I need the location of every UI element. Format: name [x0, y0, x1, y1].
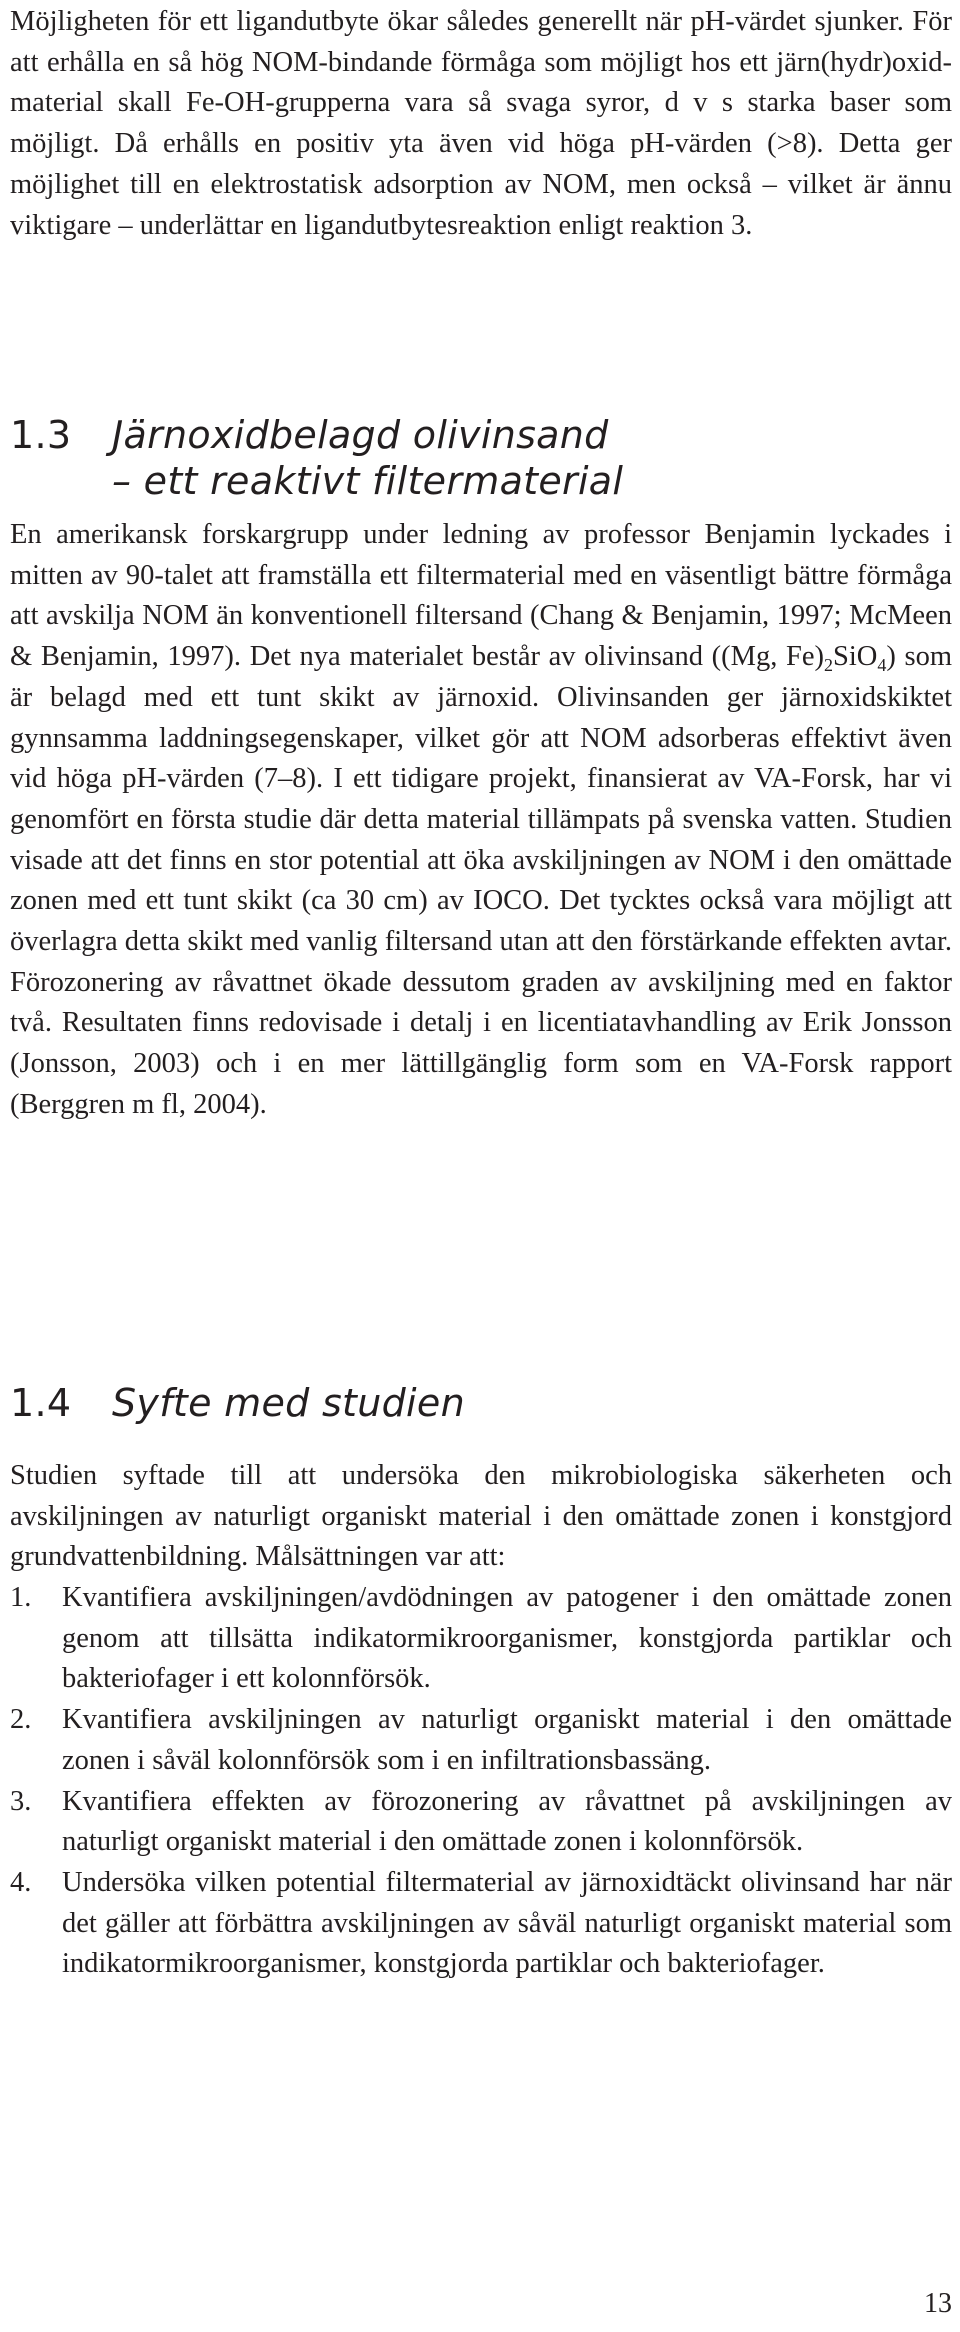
section-heading-1-4	[10, 1380, 465, 1426]
body-text: ) som är belagd med ett tunt skikt av järnoxid. Olivinsanden ger järnoxidskiktet gynnsamma laddningsegenskaper, vilket gör att NOM adsorberas effektivt även vid höga pH-värden (7–8). I ett tidigare projekt, finansierat av VA-Forsk, har vi genomfört en första studie där detta material tillämpats på svenska vatten. Studien visade att det finns en stor potential att öka avskiljningen av NOM i den omättade zonen med ett tunt skikt (ca 30 cm) av IOCO. Det tycktes också vara möjligt att överlagra detta skikt med vanlig filtersand utan att den förstärkande effekten avtar. Förozonering av råvattnet ökade dessutom graden av avskiljning med en faktor två. Resultaten finns redovisade i detalj i en licentiatavhandling av Erik Jonsson (Jonsson, 2003) och i en mer lättillgänglig form som en VA-Forsk rapport (Berggren m fl, 2004).	[10, 641, 952, 1120]
list-item	[10, 1863, 952, 1985]
body-text: En amerikansk forskargrupp under ledning av professor Benjamin lyckades i mitten av 90-talet att framställa ett filtermaterial med en väsentligt bättre förmåga att avskilja NOM än konventionell filtersand (Chang & Benjamin, 1997; McMeen & Benjamin, 1997). Det nya materialet består av olivinsand ((Mg, Fe)	[10, 519, 952, 673]
section-title: Syfte med studien	[112, 1381, 465, 1425]
list-item	[10, 1700, 952, 1781]
section-1-3-paragraph	[10, 515, 952, 1126]
subscript: 2	[823, 655, 833, 676]
page-number: 13	[924, 2288, 952, 2319]
list-item-text: Kvantifiera effekten av förozonering av råvattnet på avskiljningen av naturligt organiskt material i den omättade zonen i kolonnförsök.	[62, 1785, 952, 1858]
list-number: 4.	[10, 1866, 32, 1898]
section-title-line2: – ett reaktivt filtermaterial	[112, 459, 624, 503]
body-text: SiO	[832, 641, 878, 673]
section-1-4-paragraph: Studien syftade till att undersöka den mikrobiologiska säkerheten och avskiljningen av naturligt organiskt material i den omättade zonen i konstgjord grundvattenbildning. Målsättningen var att:	[10, 1460, 952, 1573]
intro-paragraph: Möjligheten för ett ligandutbyte ökar således generellt när pH-värdet sjunker. För att erhålla en så hög NOM-bindande förmåga som möjligt hos ett järn(hydr)oxid-material skall Fe-OH-grupperna vara så svaga syror, d v s starka baser som möjligt. Då erhålls en positiv yta även vid höga pH-värden (>8). Detta ger möjlighet till en elektrostatisk adsorption av NOM, men också – vilket är ännu viktigare – underlättar en ligandutbytesreaktion enligt reaktion 3.	[10, 6, 952, 241]
section-heading-1-3	[10, 412, 623, 504]
list-item-text: Kvantifiera avskiljningen/avdödningen av patogener i den omättade zonen genom att tillsätta indikatormikroorganismer, konstgjorda partiklar och bakteriofager i ett kolonnförsök.	[62, 1582, 952, 1695]
list-number: 2.	[10, 1704, 32, 1736]
list-item-text: Undersöka vilken potential filtermaterial av järnoxidtäckt olivinsand har när det gäller att förbättra avskiljningen av såväl naturligt organiskt material som indikatormikroorganismer, konstgjorda partiklar och bakteriofager.	[62, 1866, 952, 1980]
section-title-line1: Järnoxidbelagd olivinsand	[112, 413, 609, 457]
list-item-text: Kvantifiera avskiljningen av naturligt organiskt material i den omättade zonen i såväl kolonnförsök som i en infiltrationsbassäng.	[62, 1704, 952, 1776]
section-number: 1.4	[10, 1381, 72, 1425]
list-number: 1.	[10, 1582, 32, 1613]
list-item	[10, 1782, 952, 1863]
list-item	[10, 1578, 952, 1700]
list-number: 3.	[10, 1785, 32, 1817]
objectives-list	[10, 1578, 952, 1985]
section-number: 1.3	[10, 413, 72, 457]
subscript: 4	[877, 655, 887, 676]
